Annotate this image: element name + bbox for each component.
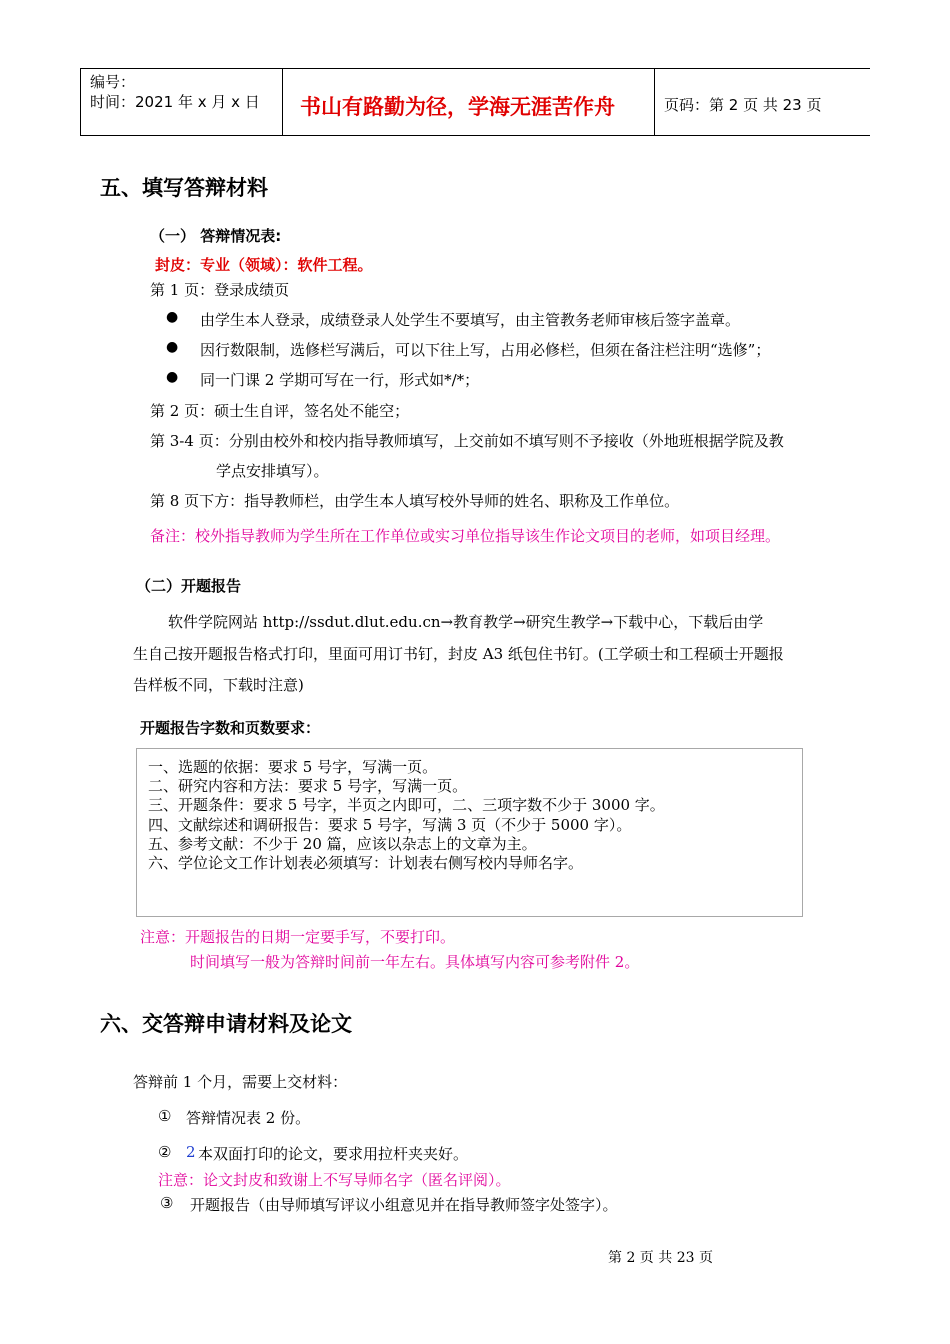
header-top-border [80, 68, 870, 69]
requirement-item: 四、文献综述和调研报告：要求 5 号字，写满 3 页（不少于 5000 字）。 [148, 816, 632, 834]
part-2-heading: （二）开题报告 [136, 577, 242, 595]
section-6-title: 六、交答辩申请材料及论文 [100, 1012, 352, 1036]
item-3-number: ③ [160, 1194, 174, 1212]
requirement-item: 二、研究内容和方法：要求 5 号字，写满一页。 [148, 777, 468, 795]
header-divider-1 [282, 68, 283, 136]
header-motto: 书山有路勤为径，学海无涯苦作舟 [300, 95, 615, 119]
item-2-count: 2 [186, 1143, 196, 1161]
attention-note-line-1: 注意：开题报告的日期一定要手写，不要打印。 [140, 928, 456, 946]
header-left-border [80, 68, 81, 136]
submission-intro: 答辩前 1 个月，需要上交材料： [133, 1073, 348, 1091]
page-2-line: 第 2 页：硕士生自评，签名处不能空； [150, 402, 410, 420]
header-bottom-border [80, 135, 870, 136]
bullet-item-3: 同一门课 2 学期可写在一行，形式如*/*； [200, 371, 480, 389]
bullet-item-2: 因行数限制，选修栏写满后，可以下往上写，占用必修栏，但须在备注栏注明“选修”； [200, 341, 771, 359]
item-1-text: 答辩情况表 2 份。 [186, 1109, 311, 1127]
page-8-line: 第 8 页下方：指导教师栏，由学生本人填写校外导师的姓名、职称及工作单位。 [150, 492, 680, 510]
section-5-title: 五、填写答辩材料 [100, 176, 268, 200]
requirement-item: 五、参考文献：不少于 20 篇，应该以杂志上的文章为主。 [148, 835, 537, 853]
bullet-item-1: 由学生本人登录，成绩登录人处学生不要填写，由主管教务老师审核后签字盖章。 [200, 311, 741, 329]
page-3-4-line-2: 学点安排填写）。 [216, 462, 329, 480]
bullet-icon: ● [166, 339, 179, 355]
website-paragraph-line-1: 软件学院网站 http://ssdut.dlut.edu.cn→教育教学→研究生教学→下载中心，下载后由学 [168, 613, 764, 631]
bullet-icon: ● [166, 369, 179, 385]
website-paragraph-line-2: 生自己按开题报告格式打印，里面可用订书钉，封皮 A3 纸包住书钉。(工学硕士和工程硕士开题报 [133, 645, 784, 663]
page-1-line: 第 1 页：登录成绩页 [150, 281, 290, 299]
header-page-label: 页码：第 2 页 共 23 页 [664, 96, 822, 114]
footer-page-number: 第 2 页 共 23 页 [608, 1250, 713, 1266]
requirements-heading: 开题报告字数和页数要求： [140, 719, 321, 737]
item-2-number: ② [158, 1143, 172, 1161]
item-2-text: 本双面打印的论文，要求用拉杆夹夹好。 [198, 1145, 469, 1163]
requirement-item: 六、学位论文工作计划表必须填写：计划表右侧写校内导师名字。 [148, 854, 584, 872]
bullet-icon: ● [166, 309, 179, 325]
header-time-label: 时间：2021 年 x 月 x 日 [90, 93, 260, 111]
requirement-item: 三、开题条件：要求 5 号字，半页之内即可，二、三项字数不少于 3000 字。 [148, 796, 665, 814]
part-1-heading: （一） 答辩情况表: [150, 227, 282, 245]
item-1-number: ① [158, 1107, 172, 1125]
remark-note: 备注：校外指导教师为学生所在工作单位或实习单位指导该生作论文项目的老师，如项目经理。 [150, 527, 781, 545]
header-number-label: 编号： [90, 73, 136, 91]
website-paragraph-line-3: 告样板不同，下载时注意) [133, 676, 304, 694]
item-3-text: 开题报告（由导师填写评议小组意见并在指导教师签字处签字）。 [190, 1196, 618, 1214]
header-divider-2 [654, 68, 655, 136]
requirement-item: 一、选题的依据：要求 5 号字，写满一页。 [148, 758, 438, 776]
page-3-4-line-1: 第 3-4 页：分别由校外和校内指导教师填写，上交前如不填写则不予接收（外地班根据学院及教 [150, 432, 784, 450]
thesis-attention-note: 注意：论文封皮和致谢上不写导师名字（匿名评阅）。 [158, 1171, 511, 1189]
attention-note-line-2: 时间填写一般为答辩时间前一年左右。具体填写内容可参考附件 2。 [190, 953, 640, 971]
cover-note: 封皮：专业（领域）：软件工程。 [155, 256, 373, 274]
